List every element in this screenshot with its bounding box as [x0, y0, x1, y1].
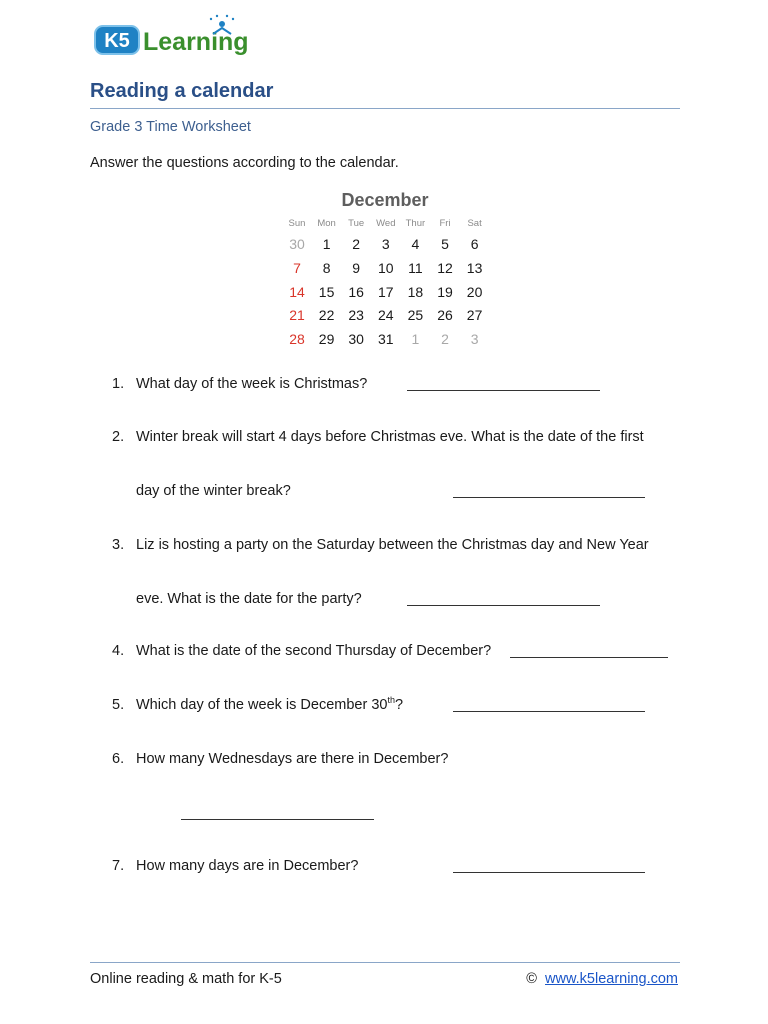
- calendar-day-header: Wed: [376, 218, 396, 229]
- calendar-date: 12: [437, 259, 453, 276]
- calendar-date: 23: [348, 307, 364, 324]
- calendar-date: 28: [289, 331, 305, 348]
- calendar-date: 19: [437, 283, 453, 300]
- calendar-date: 13: [466, 259, 483, 276]
- calendar-date: 2: [441, 331, 449, 348]
- answer-line-5[interactable]: [453, 711, 645, 712]
- calendar-date: 16: [348, 283, 364, 300]
- answer-line-4[interactable]: [510, 657, 668, 658]
- answer-line-3[interactable]: [407, 605, 600, 606]
- page-title: Reading a calendar: [90, 80, 274, 102]
- svg-text:K5: K5: [104, 30, 130, 52]
- calendar-date: 6: [470, 236, 479, 252]
- question-text: day of the winter break?: [136, 483, 291, 499]
- calendar-day-header: Thur: [405, 218, 426, 229]
- question-text: What is the date of the second Thursday of December?: [136, 643, 492, 659]
- footer-link-group: [526, 971, 678, 987]
- calendar-day-header: Sat: [467, 218, 482, 229]
- calendar-date: 22: [318, 307, 335, 324]
- question-text: [136, 696, 403, 714]
- calendar-date: 30: [348, 331, 364, 348]
- website-link[interactable]: www.k5learning.com: [545, 971, 678, 987]
- question-number: 1.: [112, 376, 125, 392]
- calendar-date: 24: [378, 307, 394, 324]
- calendar-date: 1: [322, 236, 331, 252]
- calendar-date: 17: [378, 283, 394, 300]
- question-number: 4.: [112, 643, 125, 659]
- answer-line-2[interactable]: [453, 497, 645, 498]
- calendar-day-header: Tue: [348, 218, 365, 229]
- answer-line-6[interactable]: [181, 819, 374, 820]
- calendar-day-header: Fri: [439, 218, 451, 229]
- question-text: How many days are in December?: [136, 858, 359, 874]
- calendar-date: 25: [407, 307, 424, 324]
- calendar-date: 3: [470, 331, 479, 348]
- calendar-date: 1: [411, 331, 420, 348]
- calendar-date: 8: [322, 259, 331, 276]
- question-number: 3.: [112, 537, 125, 553]
- calendar-day-header: Sun: [288, 218, 306, 229]
- question-number: 6.: [112, 751, 125, 767]
- question-number: 2.: [112, 429, 125, 445]
- calendar-date: 10: [378, 259, 394, 276]
- question-text: eve. What is the date for the party?: [136, 591, 362, 607]
- calendar-date: 21: [289, 307, 305, 324]
- question-text: Winter break will start 4 days before Christmas eve. What is the date of the first: [136, 429, 644, 445]
- calendar-date: 26: [437, 307, 453, 324]
- calendar-date: 11: [408, 259, 423, 276]
- copyright-symbol: ©: [526, 971, 537, 987]
- calendar-date: 27: [466, 307, 483, 324]
- ordinal-suffix: th: [387, 695, 395, 706]
- answer-line-7[interactable]: [453, 872, 645, 873]
- question-mark: ?: [394, 697, 404, 713]
- svg-text:Learning: Learning: [143, 28, 249, 56]
- calendar-date: 2: [352, 236, 361, 252]
- calendar-day-header: Mon: [317, 218, 336, 229]
- question-text: How many Wednesdays are there in December?: [136, 751, 449, 767]
- question-text-main: Which day of the week is December 30: [136, 697, 388, 713]
- footer-divider: [90, 962, 680, 963]
- answer-line-1[interactable]: [407, 390, 600, 391]
- worksheet-subtitle: Grade 3 Time Worksheet: [90, 119, 251, 135]
- calendar-date: 5: [441, 236, 449, 252]
- calendar-date: 3: [381, 236, 390, 252]
- question-text: Liz is hosting a party on the Saturday between the Christmas day and New Year: [136, 537, 649, 553]
- question-number: 7.: [112, 858, 125, 874]
- calendar-date: 7: [293, 259, 301, 276]
- calendar-date: 29: [318, 331, 335, 348]
- calendar-date: 15: [318, 283, 335, 300]
- question-number: 5.: [112, 697, 125, 713]
- calendar-date: 9: [352, 259, 361, 276]
- calendar-date: 4: [411, 236, 420, 252]
- footer-tagline: Online reading & math for K-5: [90, 971, 282, 987]
- calendar-date: 31: [378, 331, 394, 348]
- instructions: Answer the questions according to the calendar.: [90, 155, 399, 171]
- calendar-date: 18: [407, 283, 424, 300]
- calendar-date: 30: [289, 236, 305, 252]
- calendar-month: December: [341, 190, 429, 210]
- calendar-date: 20: [466, 283, 483, 300]
- calendar-date: 14: [289, 283, 305, 300]
- question-text: What day of the week is Christmas?: [136, 376, 368, 392]
